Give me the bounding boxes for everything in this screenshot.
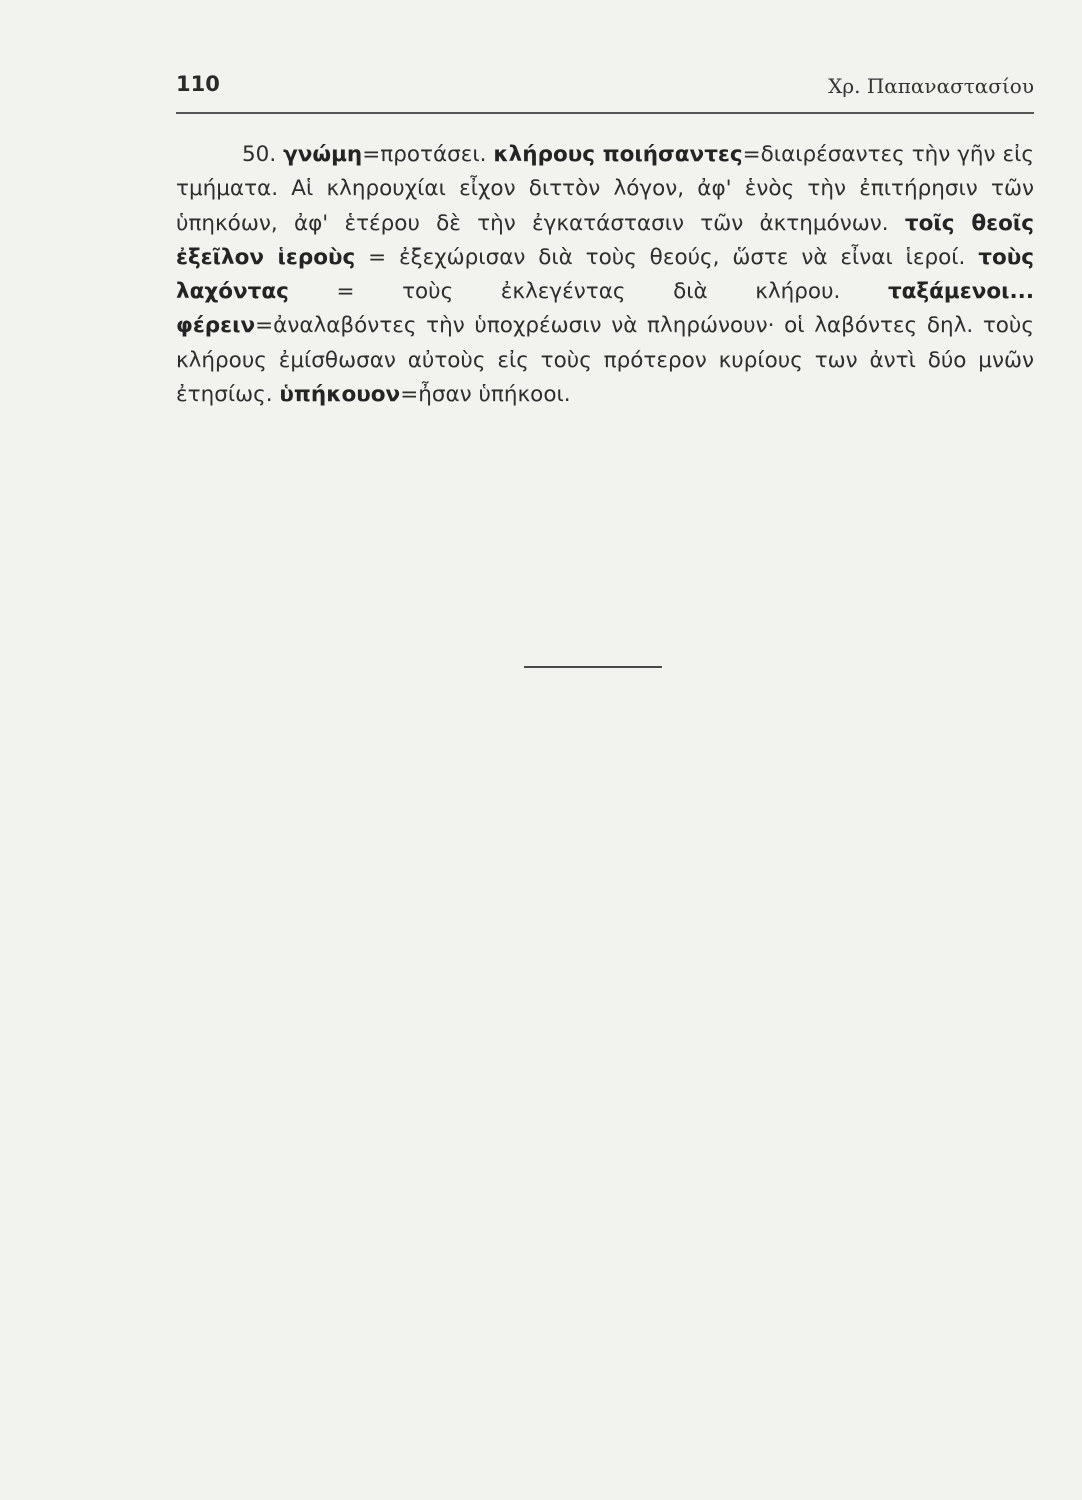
lemma-term: ὑπήκουον: [279, 382, 401, 408]
lemma-definition: =διαιρέσαντες τὴν γῆν εἰς τμήματα. Αἱ κληρουχίαι εἶχον διττὸν λόγον, ἀφ' ἑνὸς τὴν ἐπιτήρησιν τῶν ὑπηκόων, ἀφ' ἑτέρου δὲ τὴν ἐγκατάστασιν τῶν ἀκτημόνων.: [176, 142, 1034, 236]
lemma-term: τοὺς λαχόντας: [176, 244, 1034, 305]
lemma-term: γνώμη: [283, 142, 363, 167]
lemma-term: τοῖς θεοῖς ἐξεῖλον ἱεροὺς: [176, 210, 1034, 270]
commentary-note: [176, 138, 1034, 412]
running-head: Χρ. Παπαναστασίου: [828, 74, 1034, 98]
lemma-term: ταξάμενοι... φέρειν: [176, 279, 1034, 339]
note-number: 50.: [242, 142, 277, 167]
lemma-definition: =ἦσαν ὑπήκοοι.: [400, 382, 571, 408]
lemma-definition: = ἐξεχώρισαν διὰ τοὺς θεούς, ὥστε νὰ εἶναι ἱεροί.: [355, 244, 979, 270]
lemma-term: κλήρους ποιήσαντες: [493, 142, 743, 167]
lemma-definition: = τοὺς ἐκλεγέντας διὰ κλήρου.: [288, 279, 888, 305]
lemma-definition: =προτάσει.: [362, 142, 494, 167]
page-number: 110: [176, 72, 220, 96]
lemma-definition: =ἀναλαβόντες τὴν ὑποχρέωσιν νὰ πληρώνουν· οἱ λαβόντες δηλ. τοὺς κλήρους ἐμίσθωσαν αὐτοὺς εἰς τοὺς πρότερον κυρίους των ἀντὶ δύο μνῶν ἐτησίως.: [176, 313, 1034, 408]
page-header: [176, 72, 1034, 108]
header-rule: [176, 112, 1034, 114]
section-end-rule: [524, 666, 662, 668]
